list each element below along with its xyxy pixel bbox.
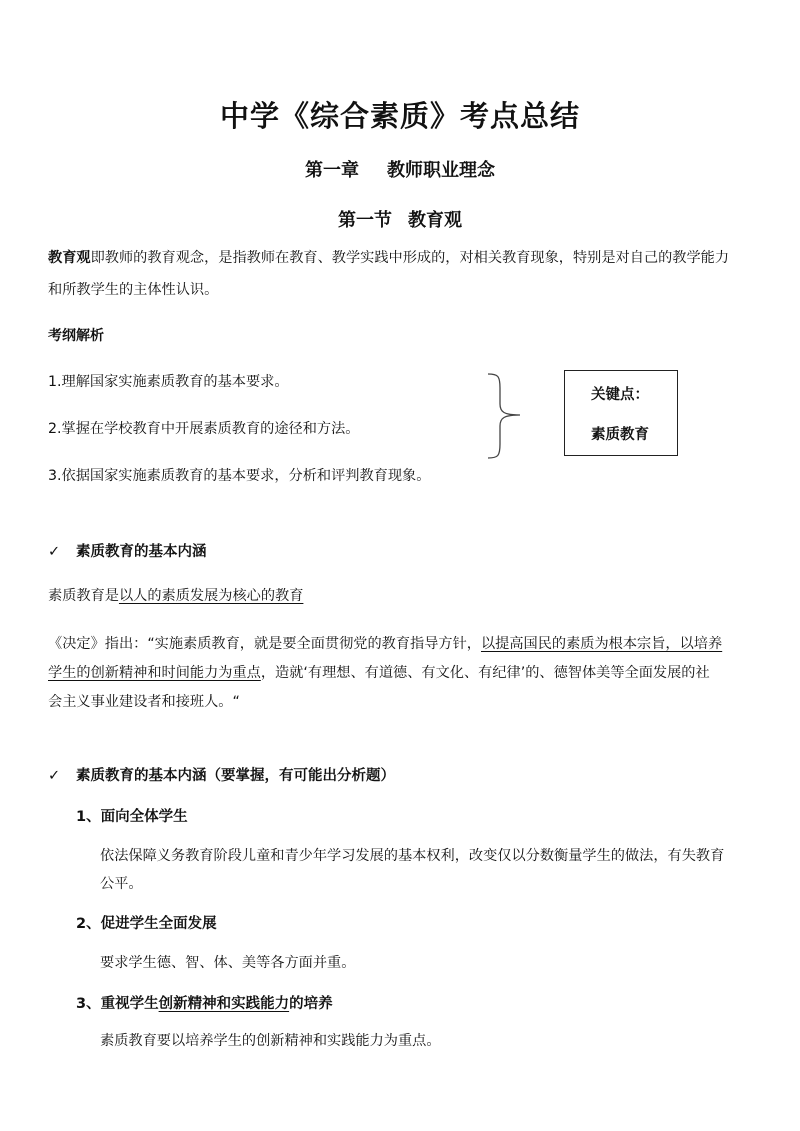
checkmark-icon: ✓ [48,544,61,560]
point-1-body-line-2: 公平。 [100,876,143,892]
connotation2-heading [48,764,395,785]
outline-heading: 考纲解析 [48,328,104,344]
quote-line-2 [48,657,710,689]
key-point-label: 关键点： [591,387,649,403]
page-title: 中学《综合素质》考点总结 [219,99,580,133]
point-3-title-suffix: 的培养 [289,996,333,1012]
point-3-title [76,992,333,1013]
quote-underlined-a: 以提高国民的素质为根本宗旨，以培养 [480,636,723,652]
point-3-body: 素质教育要以培养学生的创新精神和实践能力为重点。 [100,1033,441,1049]
point-1-body-line-1: 依法保障义务教育阶段儿童和青少年学习发展的基本权利，改变仅以分数衡量学生的做法，有失教育 [100,848,725,864]
outline-item-1: 1.理解国家实施素质教育的基本要求。 [48,374,289,390]
quote-underlined-b: 学生的创新精神和时间能力为重点 [48,665,261,681]
connotation-heading [48,540,207,561]
key-point-value: 素质教育 [591,427,649,443]
point-3-title-prefix: 3、重视学生 [76,996,159,1012]
point-2-body: 要求学生德、智、体、美等各方面并重。 [100,955,356,971]
chapter-number: 第一章 [305,160,359,181]
outline-item-2: 2.掌握在学校教育中开展素质教育的途径和方法。 [48,421,360,437]
definition-line [48,580,303,612]
quote-text-a: 《决定》指出：“实施素质教育，就是要全面贯彻党的教育指导方针， [48,636,481,652]
chapter-title: 教师职业理念 [387,160,495,181]
section-title: 教育观 [408,210,462,231]
right-brace-icon [484,370,528,462]
key-point-box [564,370,678,456]
quote-line-1 [48,628,722,660]
intro-line-2: 和所教学生的主体性认识。 [48,282,219,298]
outline-item-3: 3.依据国家实施素质教育的基本要求，分析和评判教育现象。 [48,468,431,484]
quote-text-b: ，造就‘有理想、有道德、有文化、有纪律’的、德智体美等全面发展的社 [260,665,710,681]
intro-line-1 [48,242,729,274]
connotation2-heading-text: 素质教育的基本内涵（要掌握，有可能出分析题） [76,768,395,784]
quote-line-3: 会主义事业建设者和接班人。“ [48,694,240,710]
intro-text: 即教师的教育观念，是指教师在教育、教学实践中形成的，对相关教育现象，特别是对自己的教学能力 [90,250,730,266]
intro-term: 教育观 [48,250,91,266]
chapter-heading [0,156,800,182]
definition-underlined: 以人的素质发展为核心的教育 [118,588,304,604]
point-1-title: 1、面向全体学生 [76,809,188,825]
section-number: 第一节 [338,210,392,231]
point-2-title: 2、促进学生全面发展 [76,916,217,932]
connotation-heading-text: 素质教育的基本内涵 [76,544,207,560]
point-3-title-underlined: 创新精神和实践能力 [158,996,290,1012]
definition-prefix: 素质教育是 [48,588,119,604]
checkmark-icon: ✓ [48,768,61,784]
section-heading [0,206,800,232]
